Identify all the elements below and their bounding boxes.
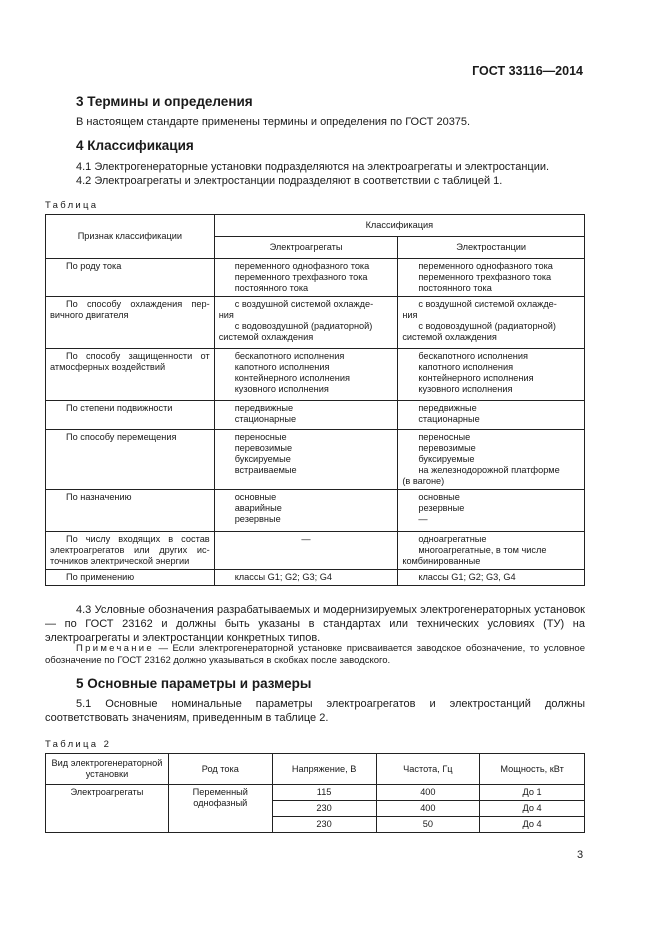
cell-line: — <box>301 534 311 544</box>
cell-power: До 1 <box>480 785 585 801</box>
cell-line: стационарные <box>234 414 297 424</box>
cell-aggregates <box>214 349 398 401</box>
cell-line: классы G1; G2; G3; G4 <box>234 572 332 582</box>
cell-line: системой охлаждения <box>218 332 314 342</box>
cell-line: переносные <box>234 432 287 442</box>
header-type: Вид электрогенераторной установки <box>46 754 169 785</box>
cell-line: передвижные <box>234 403 294 413</box>
cell-line: точников электрической энергии <box>50 556 190 566</box>
cell-line: вичного двигателя <box>50 310 129 320</box>
cell-aggregates <box>214 401 398 430</box>
cell-type: Электроагрегаты <box>46 785 169 833</box>
table-row <box>46 430 585 490</box>
table-header-classification: Классификация <box>214 215 584 237</box>
table-row <box>46 570 585 586</box>
table-2-label: Таблица 2 <box>45 739 109 750</box>
cell-line: атмосферных воздействий <box>50 362 166 372</box>
cell-stations <box>398 297 585 349</box>
cell-line: стационарные <box>418 414 480 424</box>
cell-line: на железнодорожной платформе <box>418 465 560 475</box>
cell-line: По степени подвижности <box>66 403 173 413</box>
cell-current: Переменный однофазный <box>168 785 272 833</box>
cell-line: постоянного тока <box>418 283 492 293</box>
cell-line: с водовоздушной (радиаторной) <box>418 321 556 331</box>
cell-line: резервные <box>234 514 281 524</box>
cell-criterion <box>46 430 215 490</box>
cell-line: бескапотного исполнения <box>418 351 528 361</box>
cell-line: кузовного исполнения <box>418 384 513 394</box>
cell-line: ния <box>402 310 418 320</box>
parameters-table <box>45 753 585 833</box>
cell-line: буксируемые <box>418 454 475 464</box>
cell-power: До 4 <box>480 817 585 833</box>
cell-aggregates <box>214 430 398 490</box>
header-current: Род тока <box>168 754 272 785</box>
section-4-title: 4 Классификация <box>76 138 194 153</box>
cell-line: резервные <box>418 503 465 513</box>
cell-line: переменного однофазного тока <box>418 261 553 271</box>
cell-frequency: 400 <box>376 801 480 817</box>
cell-line: многоагрегатные, в том числе <box>418 545 547 555</box>
cell-criterion <box>46 490 215 532</box>
cell-aggregates <box>214 532 398 570</box>
cell-line: с воздушной системой охлажде- <box>234 299 374 309</box>
note <box>45 643 585 667</box>
cell-line: По способу перемещения <box>66 432 177 442</box>
cell-line: По способу защищенности от <box>66 351 210 361</box>
table-row <box>46 297 585 349</box>
cell-stations <box>398 490 585 532</box>
cell-voltage: 230 <box>272 817 376 833</box>
cell-aggregates <box>214 297 398 349</box>
cell-criterion <box>46 297 215 349</box>
cell-stations <box>398 349 585 401</box>
cell-line: передвижные <box>418 403 477 413</box>
table-row <box>46 349 585 401</box>
cell-line: контейнерного исполнения <box>234 373 350 383</box>
section-5-title: 5 Основные параметры и размеры <box>76 676 312 691</box>
cell-line: одноагрегатные <box>418 534 487 544</box>
cell-line: перевозимые <box>234 443 293 453</box>
table-row <box>46 785 585 801</box>
cell-line: — <box>418 514 428 524</box>
cell-line: (в вагоне) <box>402 476 445 486</box>
cell-criterion <box>46 532 215 570</box>
table-row <box>46 490 585 532</box>
page-number: 3 <box>577 849 584 861</box>
table-header-aggregates: Электроагрегаты <box>214 237 398 259</box>
cell-criterion <box>46 259 215 297</box>
paragraph-4-2: 4.2 Электроагрегаты и электростанции подразделяют в соответствии с таблицей 1. <box>76 175 503 187</box>
table-header-stations: Электростанции <box>398 237 585 259</box>
cell-line: переменного трехфазного тока <box>418 272 552 282</box>
cell-line: контейнерного исполнения <box>418 373 534 383</box>
cell-stations <box>398 401 585 430</box>
cell-aggregates <box>214 259 398 297</box>
cell-aggregates <box>214 570 398 586</box>
classification-table <box>45 214 585 586</box>
cell-criterion <box>46 570 215 586</box>
table-row <box>46 401 585 430</box>
cell-line: капотного исполнения <box>234 362 330 372</box>
cell-line: переносные <box>418 432 471 442</box>
cell-voltage: 115 <box>272 785 376 801</box>
cell-line: По назначению <box>66 492 132 502</box>
table-1-label: Таблица <box>45 200 99 211</box>
cell-criterion <box>46 401 215 430</box>
cell-line: постоянного тока <box>234 283 309 293</box>
cell-line: По роду тока <box>66 261 122 271</box>
section-3-title: 3 Термины и определения <box>76 94 253 109</box>
cell-line: с водовоздушной (радиаторной) <box>234 321 373 331</box>
cell-line: кузовного исполнения <box>234 384 329 394</box>
cell-stations <box>398 570 585 586</box>
cell-line: По способу охлаждения пер- <box>66 299 210 309</box>
table-row <box>46 532 585 570</box>
cell-line: ния <box>218 310 234 320</box>
cell-voltage: 230 <box>272 801 376 817</box>
header-power: Мощность, кВт <box>480 754 585 785</box>
cell-line: комбинированные <box>402 556 481 566</box>
cell-frequency: 400 <box>376 785 480 801</box>
cell-stations <box>398 259 585 297</box>
cell-line: с воздушной системой охлажде- <box>418 299 557 309</box>
cell-line: системой охлаждения <box>402 332 497 342</box>
cell-power: До 4 <box>480 801 585 817</box>
cell-line: По числу входящих в состав <box>66 534 210 544</box>
cell-frequency: 50 <box>376 817 480 833</box>
cell-line: переменного однофазного тока <box>234 261 370 271</box>
cell-line: буксируемые <box>234 454 291 464</box>
cell-line: капотного исполнения <box>418 362 514 372</box>
cell-line: классы G1; G2; G3, G4 <box>418 572 516 582</box>
document-code: ГОСТ 33116—2014 <box>472 64 583 78</box>
table-header-criterion: Признак классификации <box>46 215 215 259</box>
section-3-text: В настоящем стандарте применены термины и определения по ГОСТ 20375. <box>76 116 471 128</box>
table-row <box>46 259 585 297</box>
note-label: Примечание <box>76 643 154 654</box>
cell-aggregates <box>214 490 398 532</box>
cell-line: По применению <box>66 572 135 582</box>
header-frequency: Частота, Гц <box>376 754 480 785</box>
cell-line: бескапотного исполнения <box>234 351 345 361</box>
cell-line: электроагрегатов или других ис- <box>50 545 210 555</box>
paragraph-4-3: 4.3 Условные обозначения разрабатываемых и модернизируемых электрогенераторных установок — по ГОСТ 23162 и должны быть указаны в стандартах или технических условиях (ТУ) на электроагрегаты и электростанции конкретных типов. <box>45 604 585 644</box>
paragraph-4-1: 4.1 Электрогенераторные установки подразделяются на электроагрегаты и электростанции. <box>76 161 550 173</box>
note-text: — Если электрогенераторной установке присваивается заводское обозначение, то условное обозначение по ГОСТ 23162 должно указываться в скобках после заводского. <box>45 643 585 666</box>
cell-line: переменного трехфазного тока <box>234 272 368 282</box>
cell-stations <box>398 532 585 570</box>
cell-line: аварийные <box>234 503 282 513</box>
cell-line: основные <box>418 492 460 502</box>
cell-line: основные <box>234 492 277 502</box>
header-voltage: Напряжение, В <box>272 754 376 785</box>
cell-criterion <box>46 349 215 401</box>
cell-stations <box>398 430 585 490</box>
paragraph-5-1: 5.1 Основные номинальные параметры электроагрегатов и электростанций должны соответствовать значениям, приведенным в таблице 2. <box>45 698 585 724</box>
cell-line: перевозимые <box>418 443 476 453</box>
cell-line: встраиваемые <box>234 465 297 475</box>
